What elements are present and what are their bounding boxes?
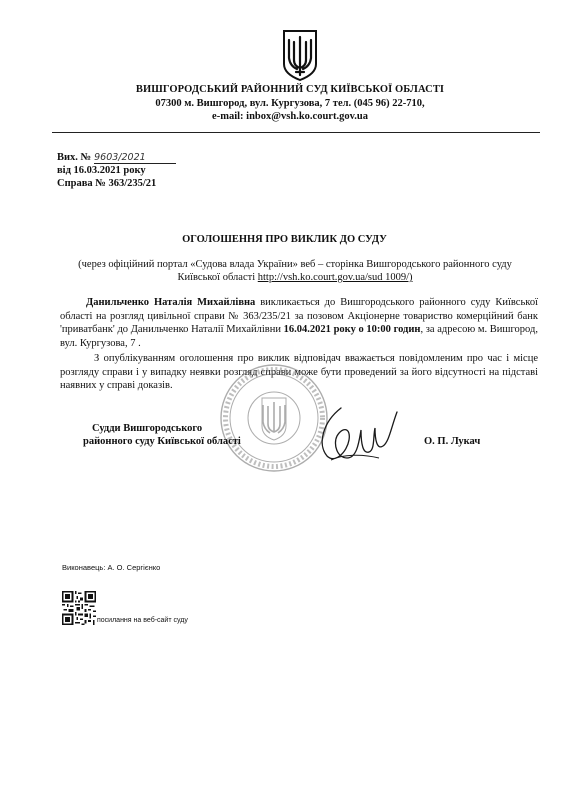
header-divider xyxy=(52,132,540,133)
court-name: ВИШГОРОДСЬКИЙ РАЙОННИЙ СУД КИЇВСЬКОЇ ОБЛАСТІ xyxy=(135,84,445,95)
summons-text: викликається до Вишгородського районного суду Київської області на розгляд цивільної справи № 363/235/21 за позовом Акціонерне товариство комерційний банк 'приватбанк' до Данильченко Наталії Михайлівни xyxy=(60,297,538,335)
outgoing-number xyxy=(57,152,176,164)
defendant-name: Данильченко Наталія Михайлівна xyxy=(86,297,256,308)
summons-paragraph xyxy=(60,296,538,350)
hearing-address: , за адресою м. Вишгород, вул. Кургузова, 7 . xyxy=(60,324,538,349)
qr-caption: посилання на веб-сайт суду xyxy=(97,617,188,624)
case-number: Справа № 363/235/21 xyxy=(57,178,157,189)
qr-code-icon[interactable] xyxy=(62,591,96,625)
executor-line: Виконавець: А. О. Сергієнко xyxy=(62,563,161,572)
judge-name: О. П. Лукач xyxy=(424,436,481,447)
notification-paragraph: З опублікуванням оголошення про виклик відповідач вважається повідомленим про час і місце розгляду справи і у випадку неявки розгляд справи може бути проведений за його відсутності на підставі наявних у справі доказів. xyxy=(60,353,538,391)
portal-link[interactable]: http://vsh.ko.court.gov.ua/sud 1009/) xyxy=(257,272,413,283)
court-address: 07300 м. Вишгород, вул. Кургузова, 7 тел. (045 96) 22-710, xyxy=(155,98,425,109)
portal-text: (через офіційний портал «Судова влада України» веб – сторінка Вишгородського районного суду Київської області xyxy=(78,259,512,283)
court-email: e-mail: inbox@vsh.ko.court.gov.ua xyxy=(212,111,368,122)
handwritten-signature-icon xyxy=(313,400,401,468)
outgoing-label: Вих. № xyxy=(57,152,92,163)
signature-title-line1: Судди Вишгородського xyxy=(92,423,203,434)
handwritten-outgoing-number: 9603/2021 xyxy=(94,153,176,164)
notice-title: ОГОЛОШЕННЯ ПРО ВИКЛИК ДО СУДУ xyxy=(182,234,387,245)
document-date: від 16.03.2021 року xyxy=(57,165,146,176)
trident-coat-of-arms-icon xyxy=(280,28,320,82)
signature-title-line2: районного суду Київської області xyxy=(83,436,241,447)
notice-portal-note xyxy=(60,258,530,284)
hearing-datetime: 16.04.2021 року о 10:00 годин xyxy=(283,324,421,335)
